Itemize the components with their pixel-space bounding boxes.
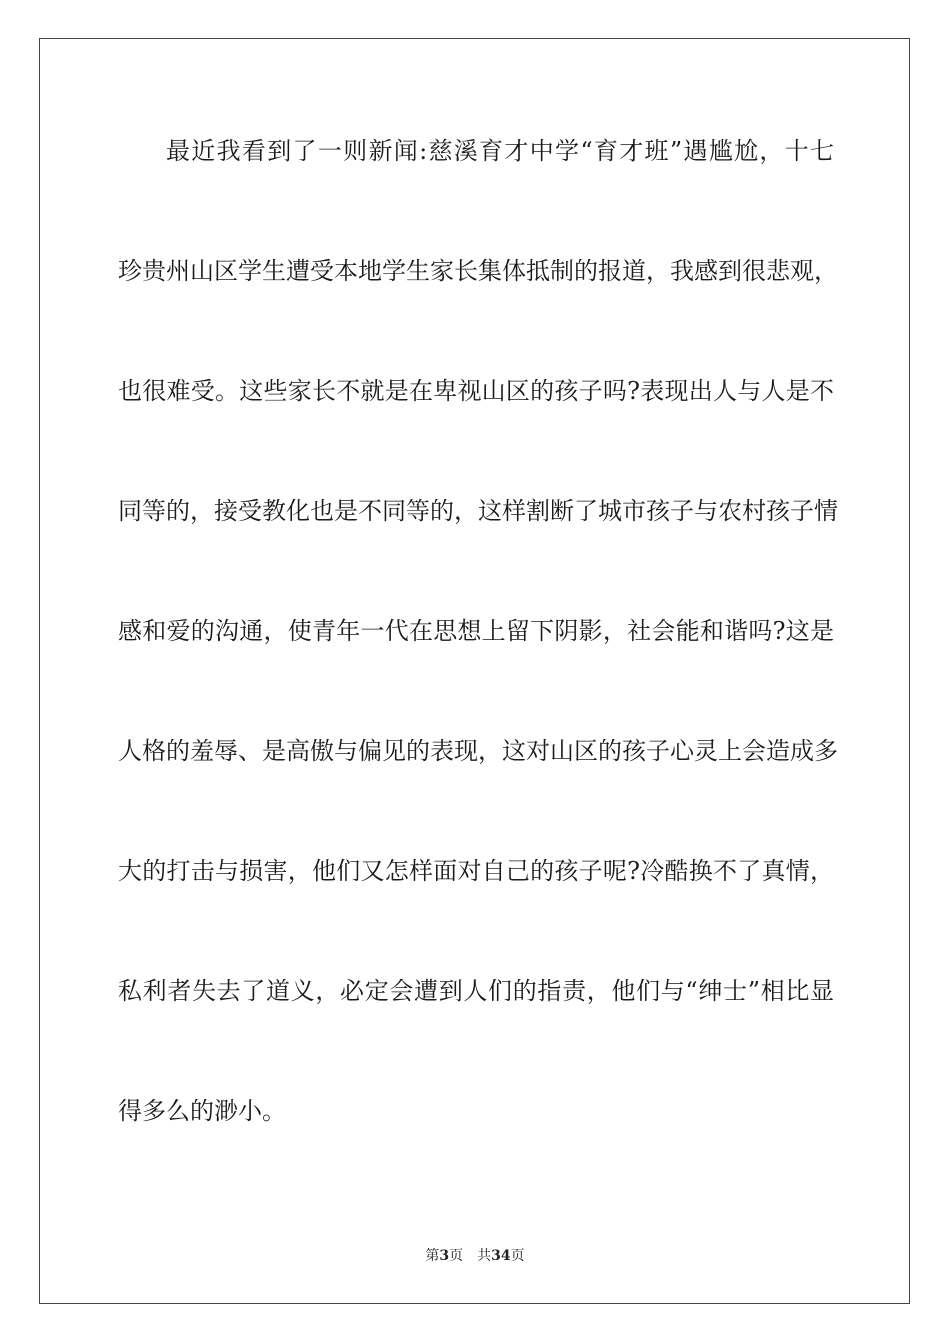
page-number: 3 — [439, 1248, 450, 1264]
page-suffix: 页 — [449, 1248, 464, 1264]
paragraph-line-9: 得多么的渺小。 — [118, 1097, 286, 1125]
page-prefix: 第 — [425, 1248, 440, 1264]
paragraph-line-5: 感和爱的沟通，使青年一代在思想上留下阴影，社会能和谐吗?这是 — [118, 617, 834, 645]
paragraph-line-7: 大的打击与损害，他们又怎样面对自己的孩子呢?冷酷换不了真情， — [118, 857, 834, 885]
paragraph-line-8: 私利者失去了道义，必定会遭到人们的指责，他们与“绅士”相比显 — [118, 977, 834, 1005]
paragraph-line-6: 人格的羞辱、是高傲与偏见的表现，这对山区的孩子心灵上会造成多 — [118, 737, 838, 765]
page-footer — [0, 1247, 950, 1265]
paragraph-line-1: 最近我看到了一则新闻:慈溪育才中学“育才班”遇尴尬，十七 — [166, 137, 834, 165]
paragraph-line-2: 珍贵州山区学生遭受本地学生家长集体抵制的报道，我感到很悲观， — [118, 257, 838, 285]
total-suffix: 页 — [510, 1248, 525, 1264]
total-pages: 34 — [491, 1248, 511, 1264]
paragraph-line-4: 同等的，接受教化也是不同等的，这样割断了城市孩子与农村孩子情 — [118, 497, 838, 525]
paragraph-line-3: 也很难受。这些家长不就是在卑视山区的孩子吗?表现出人与人是不 — [118, 377, 834, 405]
total-prefix: 共 — [477, 1248, 492, 1264]
